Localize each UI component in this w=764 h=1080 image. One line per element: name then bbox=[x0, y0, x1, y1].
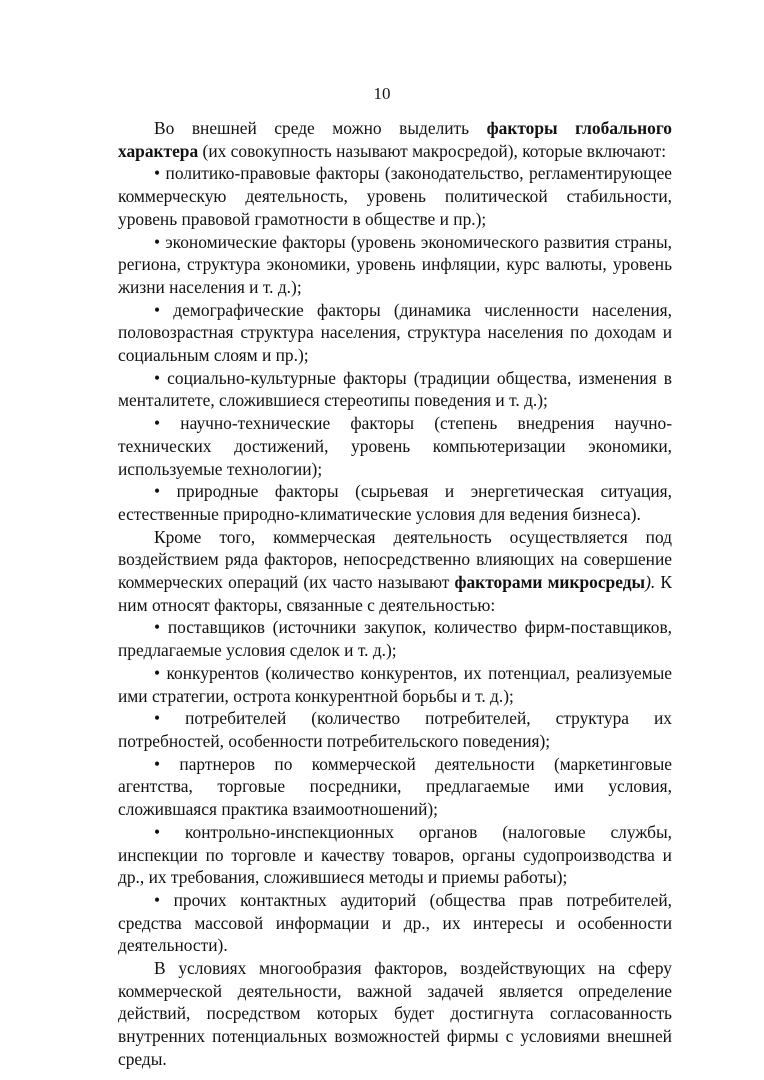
micro-intro-italic-punct: ). bbox=[645, 572, 656, 593]
macro-factor-item: • экономические факторы (уровень экономического развития страны, региона, структура экономики, уровень инфляции, курс валюты, уровень жизни населения и т. д.); bbox=[118, 231, 672, 299]
macro-factor-item: • демографические факторы (динамика численности населения, половозрастная структура населения, структура населения по доходам и социальным слоям и пр.); bbox=[118, 299, 672, 367]
micro-intro-paragraph bbox=[118, 526, 672, 617]
micro-factor-item: • поставщиков (источники закупок, количество фирм-поставщиков, предлагаемые условия сделок и т. д.); bbox=[118, 616, 672, 661]
intro-bold-term: факторы глобального характера bbox=[118, 118, 672, 161]
micro-factor-item: • потребителей (количество потребителей, структура их потребностей, особенности потребительского поведения); bbox=[118, 707, 672, 752]
intro-text-end: (их совокупность называют макросредой), которые включают: bbox=[198, 140, 667, 161]
micro-factor-item: • прочих контактных аудиторий (общества прав потребителей, средства массовой информации и др., их интересы и особенности деятельности). bbox=[118, 889, 672, 957]
micro-intro-bold-term: факторами микросреды bbox=[454, 572, 646, 593]
micro-factor-item: • конкурентов (количество конкурентов, их потенциал, реализуемые ими стратегии, острота конкурентной борьбы и т. д.); bbox=[118, 662, 672, 707]
intro-text-start: Во внешней среде можно выделить bbox=[154, 118, 487, 138]
text-body bbox=[118, 117, 672, 1071]
page-number: 10 bbox=[373, 84, 391, 103]
macro-factor-item: • природные факторы (сырьевая и энергетическая ситуация, естественные природно-климатические условия для ведения бизнеса). bbox=[118, 480, 672, 525]
micro-factor-item: • партнеров по коммерческой деятельности (маркетинговые агентства, торговые посредники, предлагаемые ими условия, сложившаяся практика взаимоотношений); bbox=[118, 753, 672, 821]
macro-factor-item: • политико-правовые факторы (законодательство, регламентирующее коммерческую деятельность, уровень политической стабильности, уровень правовой грамотности в обществе и пр.); bbox=[118, 162, 672, 230]
conclusion-paragraph: В условиях многообразия факторов, воздействующих на сферу коммерческой деятельности, важной задачей является определение действий, посредством которых будет достигнута согласованность внутренних потенциальных возможностей фирмы с условиями внешней среды. bbox=[118, 958, 672, 1069]
micro-intro-text-end: К ним относят факторы, связанные с деятельностью: bbox=[118, 572, 672, 615]
intro-paragraph bbox=[118, 117, 672, 162]
macro-factor-item: • научно-технические факторы (степень внедрения научно-технических достижений, уровень компьютеризации экономики, используемые технологии); bbox=[118, 412, 672, 480]
micro-intro-text-start: Кроме того, коммерческая деятельность осуществляется под воздействием ряда факторов, непосредственно влияющих на совершение коммерческих операций (их часто называют bbox=[118, 526, 672, 593]
micro-factor-item: • контрольно-инспекционных органов (налоговые службы, инспекции по торговле и качеству товаров, органы судопроизводства и др., их требования, сложившиеся методы и приемы работы); bbox=[118, 821, 672, 889]
macro-factor-item: • социально-культурные факторы (традиции общества, изменения в менталитете, сложившиеся стереотипы поведения и т. д.); bbox=[118, 367, 672, 412]
